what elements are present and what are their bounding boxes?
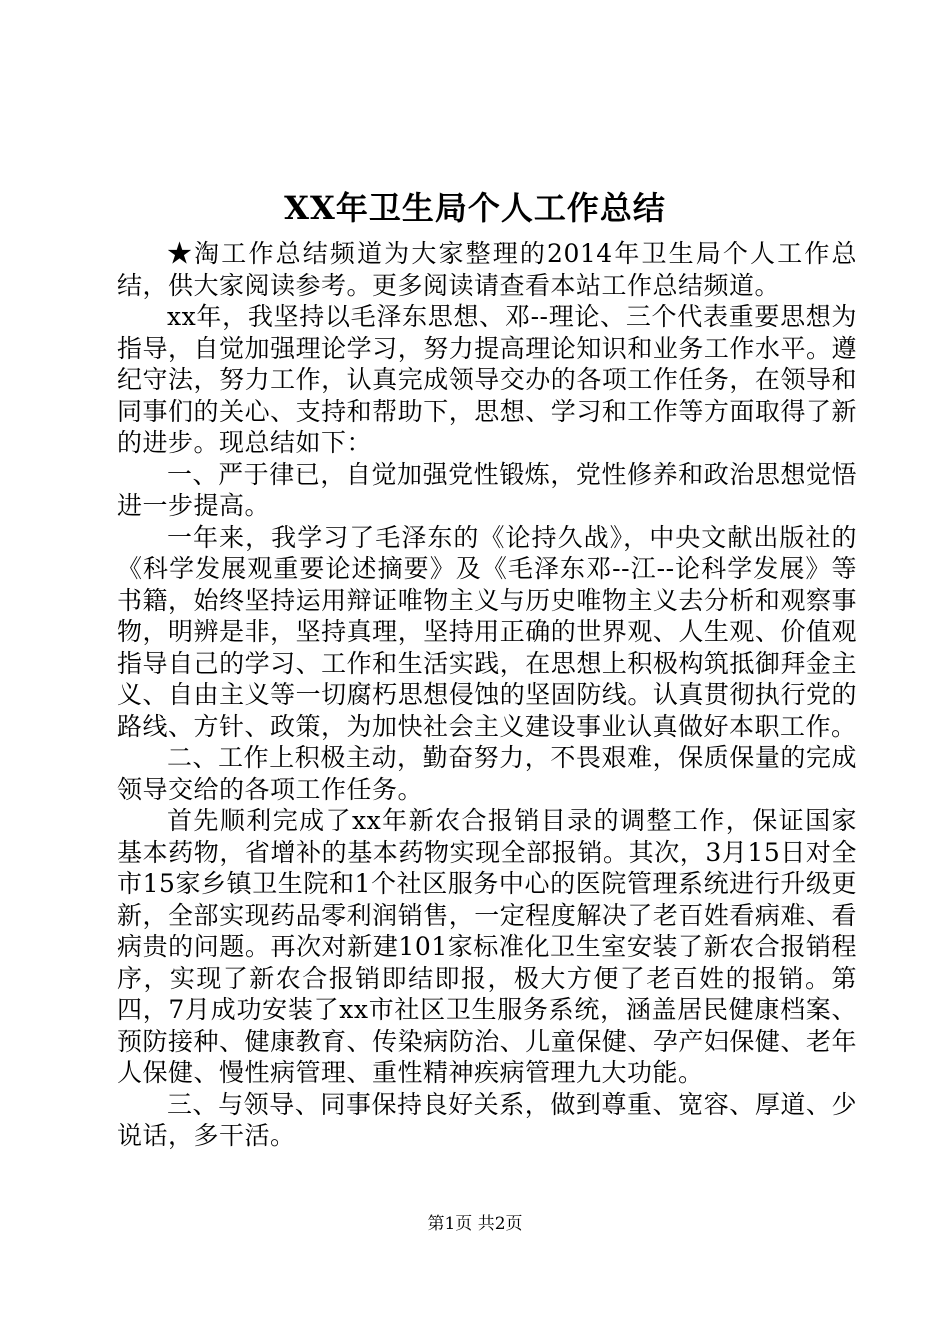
paragraph-section-3-heading: 三、与领导、同事保持良好关系，做到尊重、宽容、厚道、少说话，多干活。 xyxy=(117,1089,857,1150)
paragraph-intro: ★淘工作总结频道为大家整理的2014年卫生局个人工作总结，供大家阅读参考。更多阅读请查看本站工作总结频道。 xyxy=(117,239,857,300)
document-title: XX年卫生局个人工作总结 xyxy=(284,189,666,227)
paragraph-section-1-heading: 一、严于律已，自觉加强党性锻炼，党性修养和政治思想觉悟进一步提高。 xyxy=(117,459,857,520)
paragraph-section-2-heading: 二、工作上积极主动，勤奋努力，不畏艰难，保质保量的完成领导交给的各项工作任务。 xyxy=(117,743,857,804)
page-indicator: 第1页 共2页 xyxy=(427,1214,523,1234)
paragraph-overview: xx年，我坚持以毛泽东思想、邓--理论、三个代表重要思想为指导，自觉加强理论学习，努力提高理论知识和业务工作水平。遵纪守法，努力工作，认真完成领导交办的各项工作任务，在领导和同事们的关心、支持和帮助下，思想、学习和工作等方面取得了新的进步。现总结如下： xyxy=(117,302,857,457)
paragraph-section-2-body: 首先顺利完成了xx年新农合报销目录的调整工作，保证国家基本药物，省增补的基本药物实现全部报销。其次，3月15日对全市15家乡镇卫生院和1个社区服务中心的医院管理系统进行升级更新，全部实现药品零利润销售，一定程度解决了老百姓看病难、看病贵的问题。再次对新建101家标准化卫生室安装了新农合报销程序，实现了新农合报销即结即报，极大方便了老百姓的报销。第四，7月成功安装了xx市社区卫生服务系统，涵盖居民健康档案、预防接种、健康教育、传染病防治、儿童保健、孕产妇保健、老年人保健、慢性病管理、重性精神疾病管理九大功能。 xyxy=(117,806,857,1087)
document-body xyxy=(117,238,857,1152)
paragraph-section-1-body: 一年来，我学习了毛泽东的《论持久战》，中央文献出版社的《科学发展观重要论述摘要》及《毛泽东邓--江--论科学发展》等书籍，始终坚持运用辩证唯物主义与历史唯物主义去分析和观察事物，明辨是非，坚持真理，坚持用正确的世界观、人生观、价值观指导自己的学习、工作和生活实践，在思想上积极构筑抵御拜金主义、自由主义等一切腐朽思想侵蚀的坚固防线。认真贯彻执行党的路线、方针、政策，为加快社会主义建设事业认真做好本职工作。 xyxy=(117,522,857,741)
